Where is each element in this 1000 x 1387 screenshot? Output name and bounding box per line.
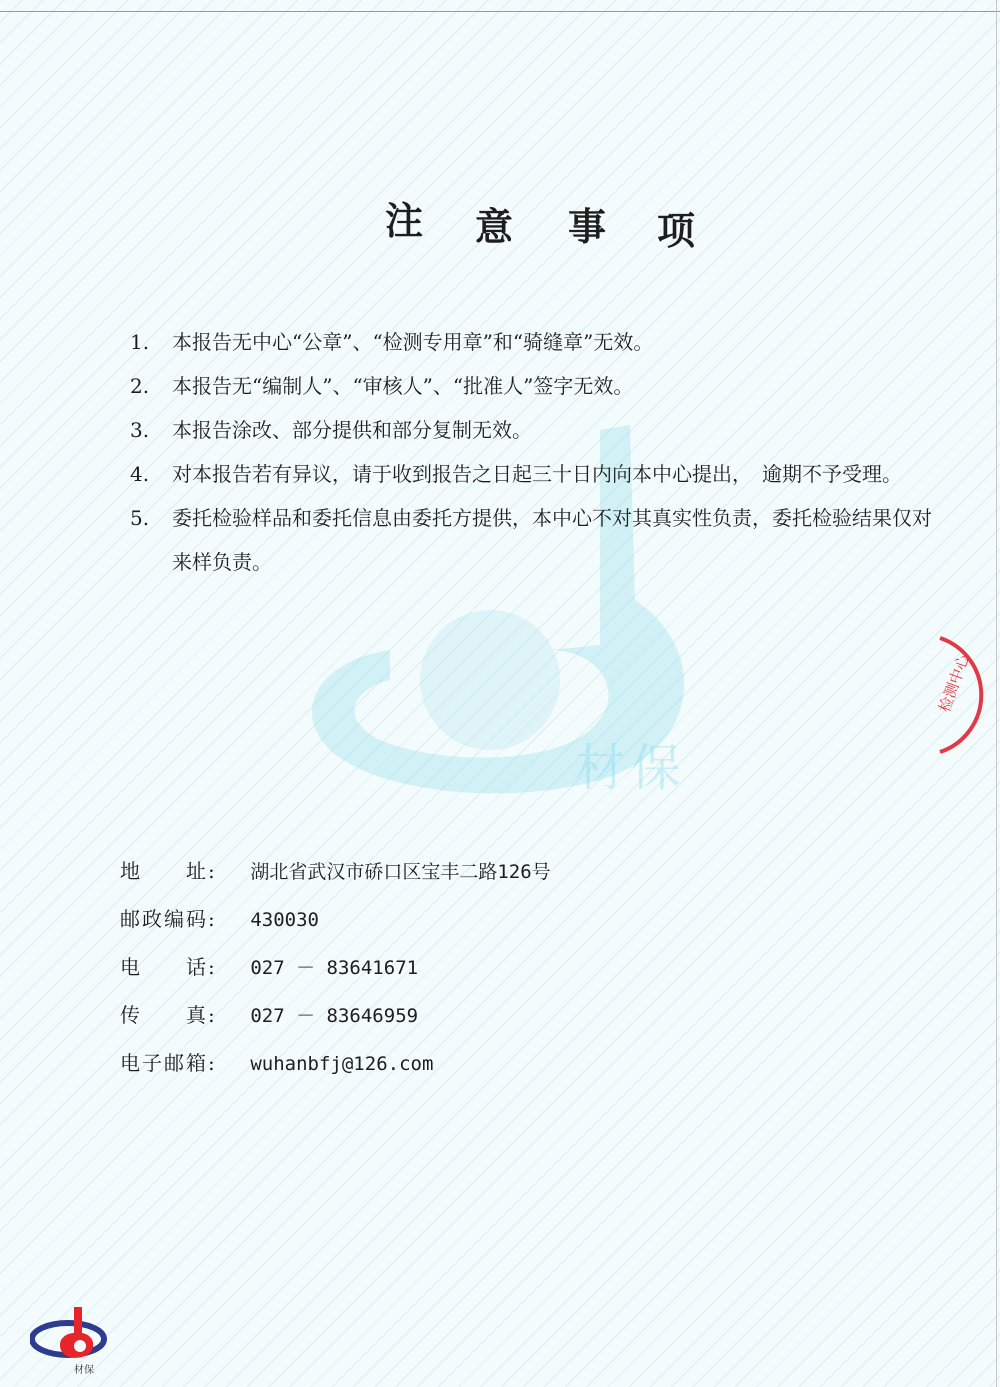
title-char: 注 [385,198,424,243]
notice-number: 1. [130,330,150,354]
contact-phone-row [120,951,418,980]
notice-item [130,452,950,496]
address-value: 湖北省武汉市硚口区宝丰二路126号 [250,861,551,883]
postcode-value: 430030 [250,909,319,931]
title-char: 事 [568,204,607,249]
notice-number: 3. [130,418,150,442]
notice-number: 4. [130,462,150,486]
postcode-label: 邮政编码: [120,907,217,931]
fax-value: 027 － 83646959 [250,1005,419,1027]
notice-text: 本报告无“编制人”、“审核人”、“批准人”签字无效。 [172,374,634,398]
contact-postcode-row [120,903,319,932]
notice-number: 5. [130,506,150,530]
notice-text: 本报告涂改、部分提供和部分复制无效。 [172,418,532,442]
watermark-text: 材保 [575,739,687,797]
notice-item [130,320,950,364]
title-char: 意 [475,204,514,249]
phone-value: 027 － 83641671 [250,957,419,979]
fax-label: 传 真: [120,1003,217,1027]
footer-logo-text: 材保 [74,1365,94,1375]
notice-item [130,364,950,408]
notice-list [130,320,950,584]
phone-label: 电 话: [120,955,217,979]
address-label: 地 址: [120,859,217,883]
top-border-line [0,11,1000,12]
contact-email-row [120,1047,433,1076]
title-char: 项 [657,208,696,253]
notice-item [130,408,950,452]
seal-text: 检测中心 [935,652,973,715]
contact-address-row [120,855,551,884]
seal-stamp-icon [910,630,1000,760]
notice-text: 委托检验样品和委托信息由委托方提供，本中心不对其真实性负责，委托检验结果仅对来样负责。 [172,506,932,574]
footer-logo-icon [30,1305,110,1375]
contact-fax-row [120,999,418,1028]
email-label: 电子邮箱: [120,1051,217,1075]
notice-item [130,496,950,584]
notice-text: 对本报告若有异议，请于收到报告之日起三十日内向本中心提出， 逾期不予受理。 [172,462,902,486]
notice-number: 2. [130,374,150,398]
notice-text: 本报告无中心“公章”、“检测专用章”和“骑缝章”无效。 [172,330,654,354]
email-value: wuhanbfj@126.com [250,1053,434,1075]
